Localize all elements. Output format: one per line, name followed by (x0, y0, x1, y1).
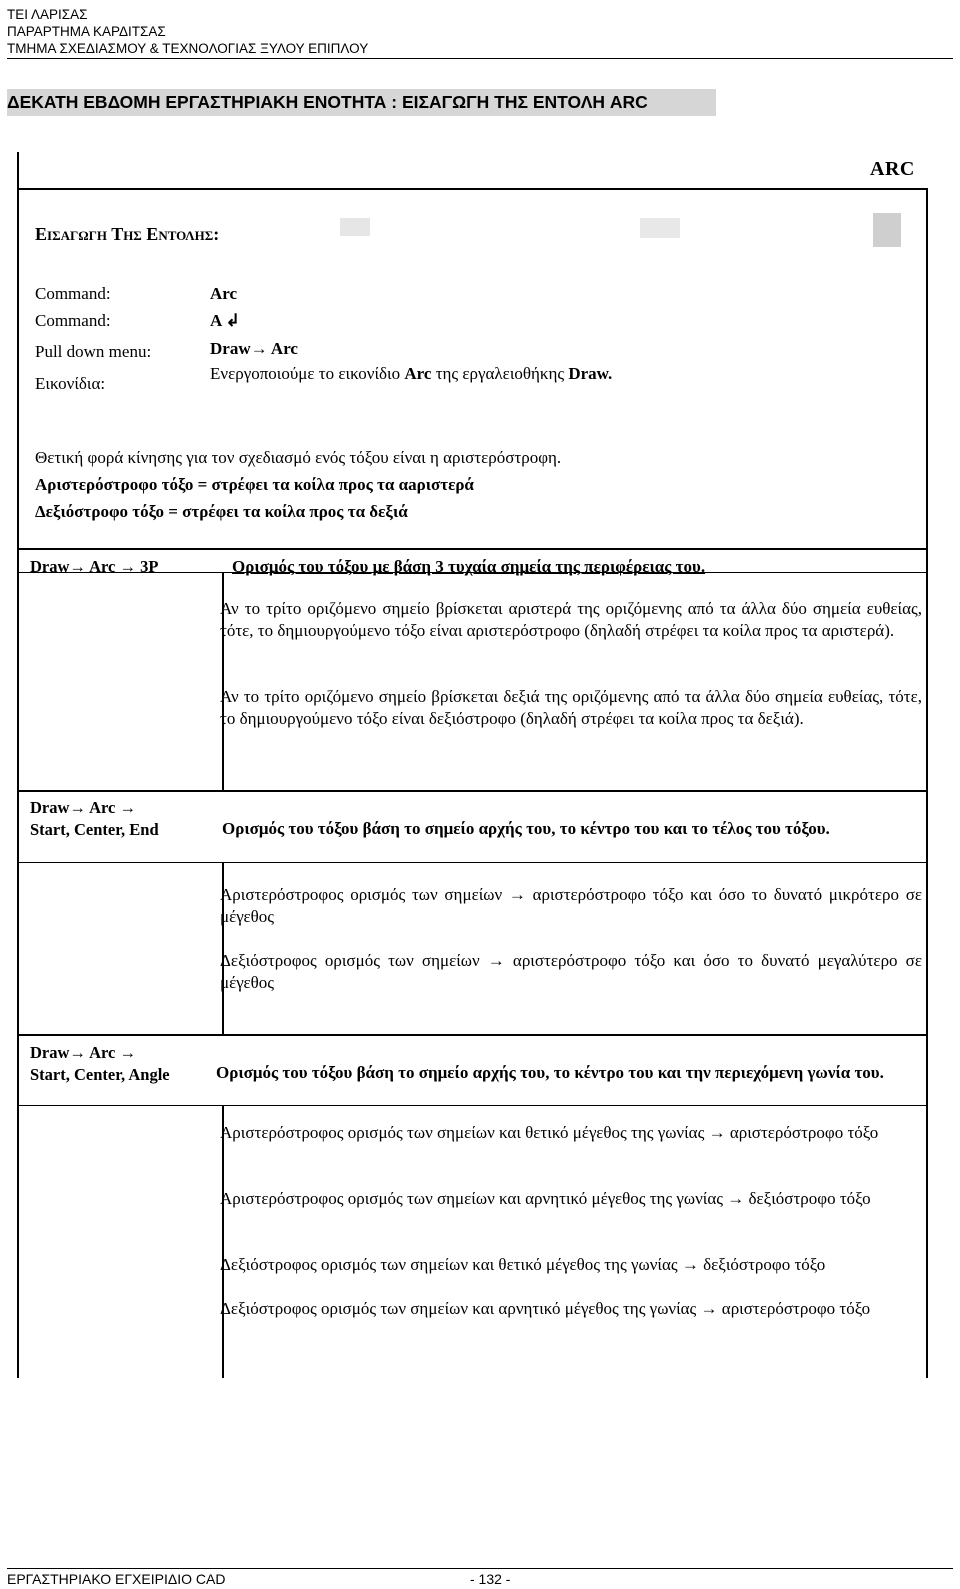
page-number: - 132 - (470, 1571, 511, 1587)
department-name: ΤΜΗΜΑ ΣΧΕΔΙΑΣΜΟΥ & ΤΕΧΝΟΛΟΓΙΑΣ ΞΥΛΟΥ ΕΠΙΠΛΟΥ (7, 41, 369, 56)
command-corner-label: ARC (870, 158, 915, 180)
icons-value-text: Ενεργοποιούμε το εικονίδιο (210, 364, 401, 383)
icons-value-arc: Arc (404, 364, 432, 383)
table-divider (17, 1105, 928, 1106)
footer-divider (7, 1568, 953, 1569)
command-path (30, 797, 159, 841)
page-title: ΔΕΚΑΤΗ ΕΒΔΟΜΗ ΕΡΓΑΣΤΗΡΙΑΚΗ ΕΝΟΤΗΤΑ : ΕΙΣΑΓΩΓΗ ΤΗΣ ΕΝΤΟΛΗ ARC (7, 92, 648, 112)
table-divider (17, 1034, 928, 1036)
section-paragraph: Δεξιόστροφος ορισμός των σημείων και θετικό μέγεθος της γωνίας → δεξιόστροφο τόξο (220, 1255, 826, 1274)
command-path-line: Start, Center, End (30, 820, 159, 839)
command-path-line: Draw→ Arc → (30, 798, 137, 817)
command-path (30, 1042, 170, 1086)
command-value: A ↲ (210, 311, 240, 330)
frame-right-border (926, 188, 928, 1378)
command-label: Command: (35, 284, 111, 303)
table-divider (17, 790, 928, 792)
footer-title: ΕΡΓΑΣΤΗΡΙΑΚΟ ΕΓΧΕΙΡΙΔΙΟ CAD (7, 1571, 226, 1587)
icons-value-text: της εργαλειοθήκης (435, 364, 565, 383)
section-paragraph: Αριστερόστροφος ορισμός των σημείων → αριστερόστροφο τόξο και όσο το δυνατό μικρότερο σε μέγεθος (220, 885, 922, 926)
section-definition: Ορισμός του τόξου με βάση 3 τυχαία σημεία της περιφέρειας του. (232, 557, 706, 576)
direction-text: Θετική φορά κίνησης για τον σχεδιασμό ενός τόξου είναι η αριστερόστροφη. (35, 448, 562, 467)
section-definition: Ορισμός του τόξου βάση το σημείο αρχής του, το κέντρο του και την περιεχόμενη γωνία του. (216, 1063, 884, 1082)
section-paragraph: Αριστερόστροφος ορισμός των σημείων και αρνητικό μέγεθος της γωνίας → δεξιόστροφο τόξο (220, 1189, 871, 1208)
institution-name: ΤΕΙ ΛΑΡΙΣΑΣ (7, 7, 88, 22)
table-divider (17, 548, 928, 550)
icons-value-draw: Draw. (568, 364, 613, 383)
pulldown-label: Pull down menu: (35, 342, 152, 361)
section-paragraph: Αριστερόστροφος ορισμός των σημείων και θετικό μέγεθος της γωνίας → αριστερόστροφο τόξο (220, 1123, 879, 1142)
scanned-page (7, 135, 953, 1400)
command-value: Arc (210, 284, 238, 303)
icons-value (210, 364, 612, 384)
section-heading: Εισαγωγη Της Εντολης: (35, 224, 220, 244)
scan-artifact (340, 218, 370, 236)
icons-label: Εικονίδια: (35, 374, 106, 393)
header-divider (7, 58, 953, 59)
section-paragraph: Δεξιόστροφος ορισμός των σημείων και αρνητικό μέγεθος της γωνίας → αριστερόστροφο τόξο (220, 1299, 871, 1318)
section-paragraph: Αν το τρίτο οριζόμενο σημείο βρίσκεται δεξιά της οριζόμενης από τα άλλα δύο σημεία ευθείας, τότε, το δημιουργούμενο τόξο είναι δεξιόστροφο (δηλαδή στρέφει τα κοίλα προς τα δεξιά). (220, 687, 922, 728)
branch-name: ΠΑΡΑΡΤΗΜΑ ΚΑΡΔΙΤΣΑΣ (7, 24, 166, 39)
table-divider (17, 862, 928, 863)
command-path: Draw→ Arc → 3P (30, 557, 159, 576)
pulldown-value: Draw→ Arc (210, 339, 298, 358)
scan-artifact (873, 213, 901, 247)
section-paragraph: Αν το τρίτο οριζόμενο σημείο βρίσκεται αριστερά της οριζόμενης από τα άλλα δύο σημεία ευθείας, τότε, το δημιουργούμενο τόξο είναι αριστερόστροφο (δηλαδή στρέφει τα κοίλα προς τα αριστερά). (220, 599, 922, 640)
section-paragraph: Δεξιόστροφος ορισμός των σημείων → αριστερόστροφο τόξο και όσο το δυνατό μεγαλύτερο σε μέγεθος (220, 951, 922, 992)
command-path-line: Draw→ Arc → (30, 1043, 137, 1062)
cw-rule: Δεξιόστροφο τόξο = στρέφει τα κοίλα προς τα δεξιά (35, 502, 408, 521)
command-path-line: Start, Center, Angle (30, 1065, 170, 1084)
frame-left-border (17, 152, 19, 1378)
section-definition: Ορισμός του τόξου βάση το σημείο αρχής του, το κέντρο του και το τέλος του τόξου. (222, 819, 830, 838)
ccw-rule: Αριστερόστροφο τόξο = στρέφει τα κοίλα προς τα αaριστερά (35, 475, 474, 494)
table-column-divider (222, 1105, 224, 1378)
command-label: Command: (35, 311, 111, 330)
page-header (7, 6, 368, 57)
scan-artifact (640, 218, 680, 238)
frame-top-border (17, 188, 928, 190)
